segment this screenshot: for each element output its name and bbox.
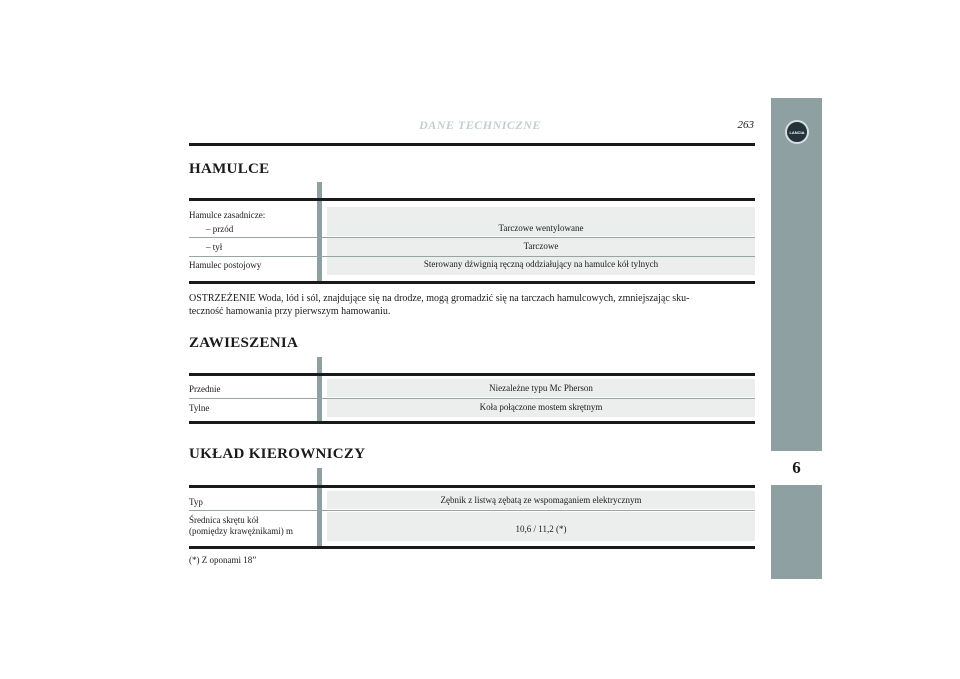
table-top-rule	[189, 198, 755, 201]
brand-logo-icon	[785, 120, 809, 144]
brand-logo-text: LANCIA	[789, 129, 805, 135]
steering-value-type: Zębnik z listwą zębatą ze wspomaganiem elektrycznym	[440, 495, 642, 505]
steering-label-turning-line2: (pomiędzy krawężnikami) m	[189, 526, 293, 536]
suspension-label-rear: Tylne	[189, 403, 210, 413]
page-number: 263	[737, 119, 754, 131]
table-top-rule	[189, 373, 755, 376]
brakes-label-front: – przód	[206, 224, 234, 234]
brakes-warning-line1: OSTRZEŻENIE Woda, lód i sól, znajdujące się na drodze, mogą gromadzić się na tarczach hamulcowych, zmniejszając sku-	[189, 293, 690, 304]
section-title-suspension: ZAWIESZENIA	[189, 335, 299, 351]
brakes-label-main: Hamulce zasadnicze:	[189, 210, 266, 220]
section-title-brakes: HAMULCE	[189, 161, 270, 177]
steering-label-type: Typ	[189, 497, 203, 507]
suspension-label-front: Przednie	[189, 384, 221, 394]
brakes-value-front: Tarczowe wentylowane	[498, 223, 584, 233]
steering-value-turning: 10,6 / 11,2 (*)	[515, 524, 567, 534]
running-title: DANE TECHNICZNE	[419, 118, 541, 132]
table-top-rule	[189, 485, 755, 488]
steering-label-turning-line1: Średnica skrętu kół	[189, 515, 259, 525]
brakes-warning-line2: teczność hamowania przy pierwszym hamowaniu.	[189, 306, 391, 317]
table-divider-bar	[317, 357, 322, 423]
brakes-value-parking: Sterowany dźwignią ręczną oddziałujący na hamulce kół tylnych	[423, 259, 659, 269]
chapter-number-box	[771, 450, 822, 486]
header-rule	[189, 143, 755, 146]
table-bottom-rule	[189, 546, 755, 549]
suspension-value-front: Niezależne typu Mc Pherson	[489, 383, 593, 393]
footnote: (*) Z oponami 18”	[189, 555, 257, 565]
suspension-value-rear: Koła połączone mostem skrętnym	[479, 402, 603, 412]
row-divider	[189, 510, 755, 511]
row-divider	[189, 256, 755, 257]
table-bottom-rule	[189, 281, 755, 284]
row-divider	[189, 398, 755, 399]
table-divider-bar	[317, 468, 322, 549]
section-title-steering: UKŁAD KIEROWNICZY	[189, 446, 366, 462]
chapter-number: 6	[792, 458, 801, 477]
row-divider	[189, 237, 755, 238]
chapter-side-tab	[771, 98, 822, 579]
brakes-label-parking: Hamulec postojowy	[189, 260, 262, 270]
table-bottom-rule	[189, 421, 755, 424]
brakes-label-rear: – tył	[206, 242, 223, 252]
brakes-value-rear: Tarczowe	[523, 241, 559, 251]
